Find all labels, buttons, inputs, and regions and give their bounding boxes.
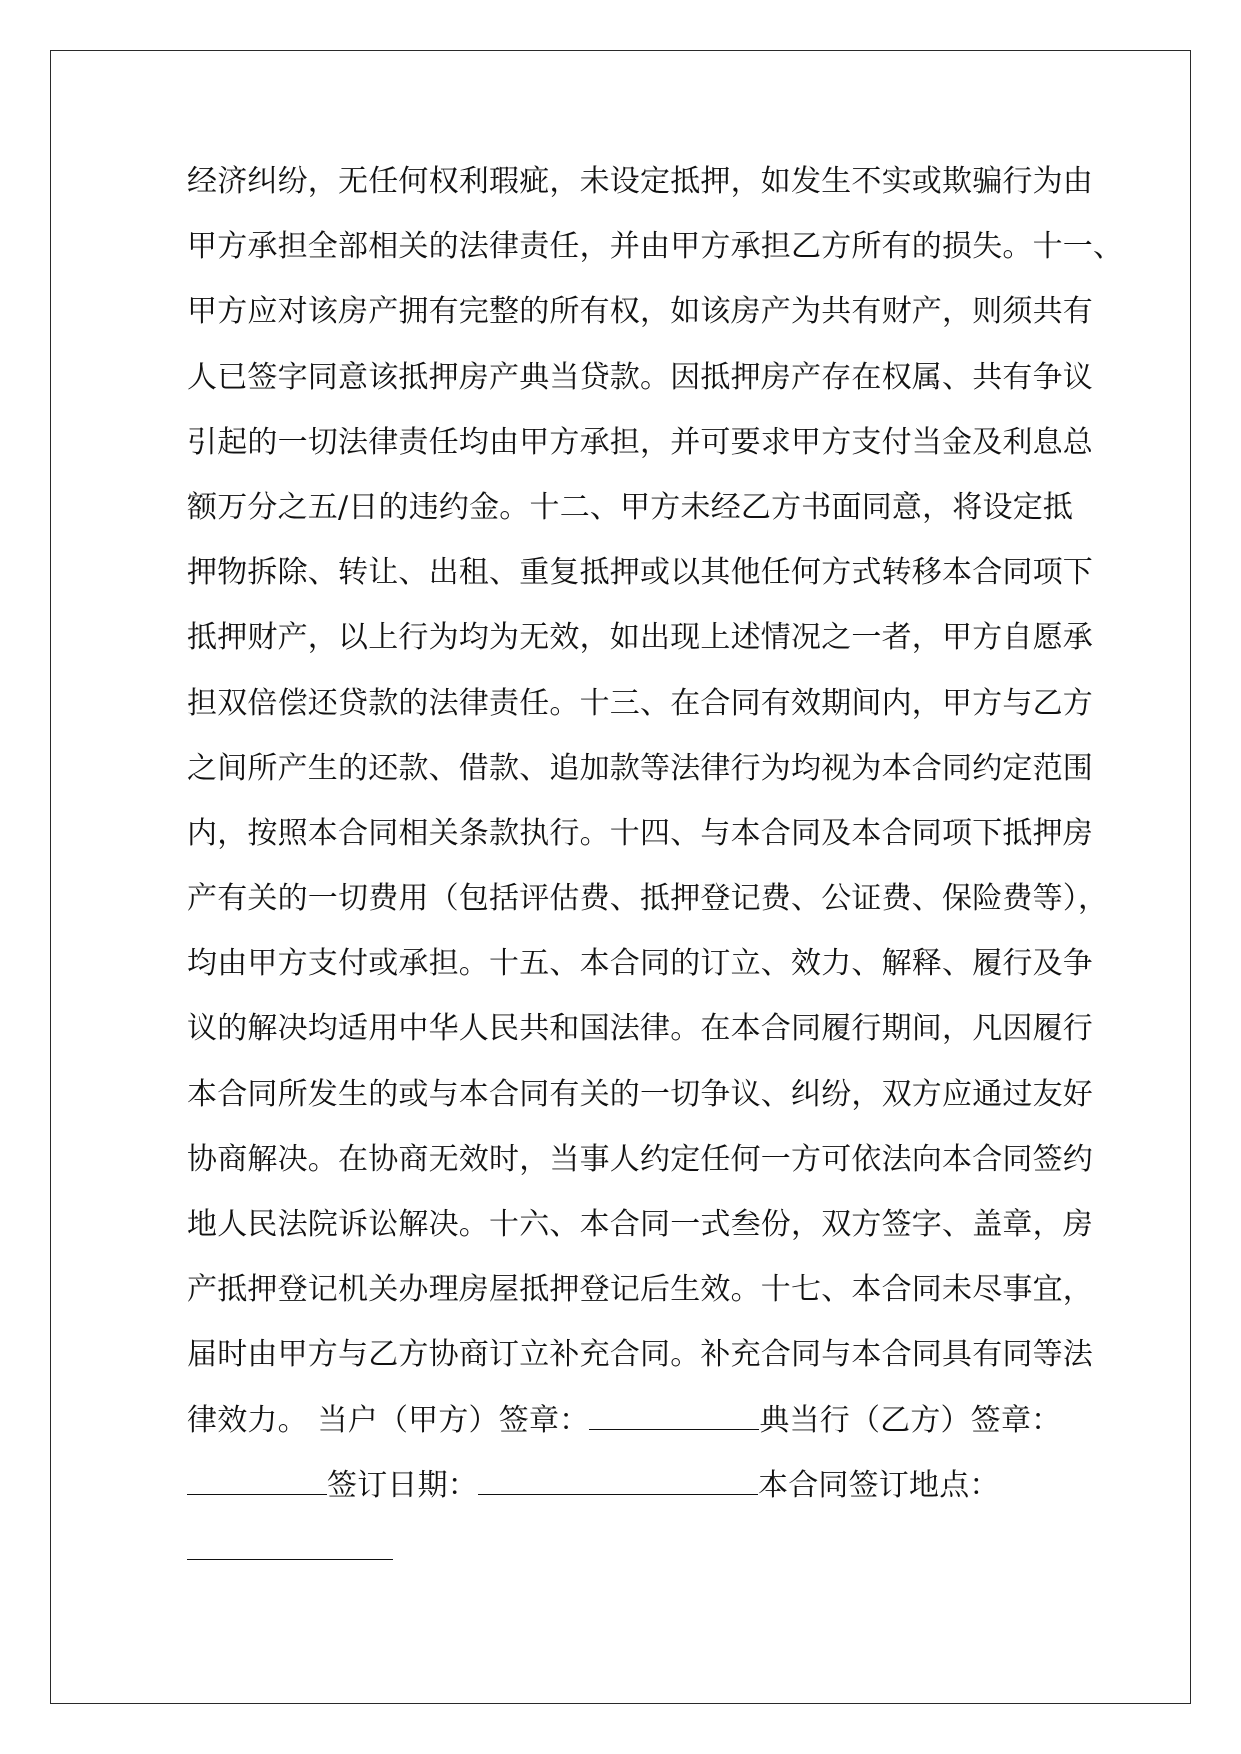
signing-date-label: 签订日期：	[327, 1467, 478, 1503]
party-b-signature-field[interactable]	[187, 1468, 327, 1495]
text-line-4: 人已签字同意该抵押房产典当贷款。因抵押房产存在权属、共有争议	[187, 359, 1093, 395]
text-line-6: 额万分之五/日的违约金。十二、甲方未经乙方书面同意，将设定抵	[187, 489, 1074, 525]
text-line-1: 经济纠纷，无任何权利瑕疵，未设定抵押，如发生不实或欺骗行为由	[187, 164, 1093, 199]
party-a-signature-field[interactable]	[589, 1403, 759, 1430]
signature-line-3	[187, 1533, 1067, 1598]
effect-clause-end: 律效力。	[187, 1402, 318, 1438]
text-line-2: 甲方承担全部相关的法律责任，并由甲方承担乙方所有的损失。十一、	[187, 229, 1124, 265]
text-line-3: 甲方应对该房产拥有完整的所有权，如该房产为共有财产，则须共有	[187, 294, 1093, 330]
text-line-19: 届时由甲方与乙方协商订立补充合同。补充合同与本合同具有同等法	[187, 1337, 1093, 1373]
text-line-10: 之间所产生的还款、借款、追加款等法律行为均视为本合同约定范围	[187, 750, 1093, 786]
signing-date-field[interactable]	[478, 1468, 758, 1495]
text-line-5: 引起的一切法律责任均由甲方承担，并可要求甲方支付当金及利息总	[187, 424, 1093, 460]
text-line-16: 协商解决。在协商无效时，当事人约定任何一方可依法向本合同签约	[187, 1141, 1093, 1177]
signing-place-field[interactable]	[187, 1533, 393, 1560]
text-line-14: 议的解决均适用中华人民共和国法律。在本合同履行期间，凡因履行	[187, 1011, 1093, 1047]
party-b-signature-label: 典当行（乙方）签章：	[759, 1402, 1062, 1438]
text-line-13: 均由甲方支付或承担。十五、本合同的订立、效力、解释、履行及争	[187, 946, 1093, 982]
contract-text	[187, 164, 1124, 1598]
text-line-17: 地人民法院诉讼解决。十六、本合同一式叁份，双方签字、盖章，房	[187, 1207, 1093, 1242]
text-line-9: 担双倍偿还贷款的法律责任。十三、在合同有效期间内，甲方与乙方	[187, 685, 1093, 721]
text-line-7: 押物拆除、转让、出租、重复抵押或以其他任何方式转移本合同项下	[187, 555, 1093, 591]
text-line-8: 抵押财产，以上行为均为无效，如出现上述情况之一者，甲方自愿承	[187, 620, 1093, 656]
text-line-15: 本合同所发生的或与本合同有关的一切争议、纠纷，双方应通过友好	[187, 1076, 1093, 1112]
text-line-18: 产抵押登记机关办理房屋抵押登记后生效。十七、本合同未尽事宜，	[187, 1272, 1093, 1308]
signature-line-2	[187, 1468, 1067, 1533]
party-a-signature-label: 当户（甲方）签章：	[317, 1402, 590, 1438]
text-line-12: 产有关的一切费用（包括评估费、抵押登记费、公证费、保险费等），	[187, 881, 1109, 917]
signature-line-1	[187, 1403, 1067, 1468]
signing-place-label: 本合同签订地点：	[758, 1467, 1000, 1503]
text-line-11: 内，按照本合同相关条款执行。十四、与本合同及本合同项下抵押房	[187, 815, 1093, 851]
